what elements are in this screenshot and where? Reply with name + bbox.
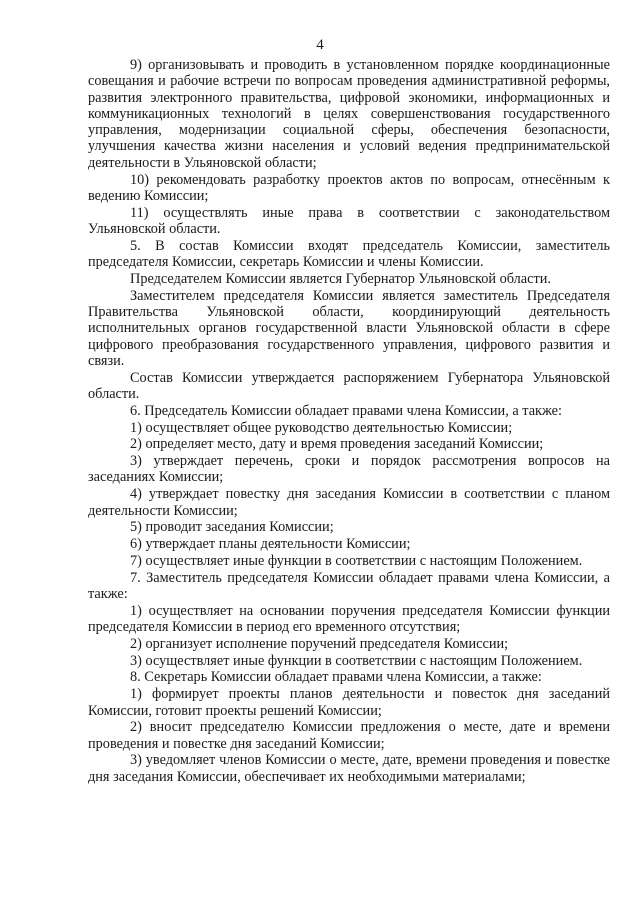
- paragraph-secretary-item-3: 3) уведомляет членов Комиссии о месте, дате, времени проведения и повестке дня заседания Комиссии, обеспечивает их необходимыми материалами;: [88, 752, 610, 785]
- paragraph-chair-item-5: 5) проводит заседания Комиссии;: [130, 519, 334, 536]
- paragraph-deputy-item-3: 3) осуществляет иные функции в соответствии с настоящим Положением.: [130, 652, 583, 669]
- paragraph-section-6: 6. Председатель Комиссии обладает правами члена Комиссии, а также:: [130, 402, 562, 419]
- paragraph-chair-item-6: 6) утверждает планы деятельности Комиссии;: [130, 536, 411, 553]
- paragraph-section-7: 7. Заместитель председателя Комиссии обладает правами члена Комиссии, а также:: [88, 569, 610, 602]
- paragraph-item-9: 9) организовывать и проводить в установленном порядке координационные совещания и рабочие встречи по вопросам проведения административной реформы, развития электронного правительства, цифровой экономики, информационных и коммуникационных технологий в целях совершенствования государственного управления, модернизации социальной сферы, обеспечения безопасности, улучшения качества жизни населения и условий ведения предпринимательской деятельности в Ульяновской области;: [88, 57, 610, 171]
- paragraph-chair-item-7: 7) осуществляет иные функции в соответствии с настоящим Положением.: [130, 552, 583, 569]
- document-body: [88, 57, 610, 786]
- paragraph-secretary-item-2: 2) вносит председателю Комиссии предложения о месте, дате и времени проведения и повестке дня заседаний Комиссии;: [88, 719, 610, 752]
- paragraph-deputy-item-1: 1) осуществляет на основании поручения председателя Комиссии функции председателя Комиссии в период его временного отсутствия;: [88, 602, 610, 636]
- paragraph-chair-item-1: 1) осуществляет общее руководство деятельностью Комиссии;: [130, 419, 513, 436]
- paragraph-deputy-item-2: 2) организует исполнение поручений председателя Комиссии;: [130, 635, 509, 652]
- paragraph-composition: Состав Комиссии утверждается распоряжением Губернатора Ульяновской области.: [88, 369, 610, 402]
- paragraph-section-8: 8. Секретарь Комиссии обладает правами члена Комиссии, а также:: [130, 669, 542, 686]
- paragraph-item-11: 11) осуществлять иные права в соответствии с законодательством Ульяновской области.: [88, 204, 610, 237]
- paragraph-secretary-item-1: 1) формирует проекты планов деятельности и повесток дня заседаний Комиссии, готовит проекты решений Комиссии;: [88, 686, 610, 719]
- paragraph-item-10: 10) рекомендовать разработку проектов актов по вопросам, отнесённым к ведению Комиссии;: [88, 171, 610, 204]
- page-number: 4: [316, 37, 324, 53]
- paragraph-chair-item-3: 3) утверждает перечень, сроки и порядок рассмотрения вопросов на заседаниях Комиссии;: [88, 453, 610, 486]
- paragraph-chair-item-4: 4) утверждает повестку дня заседания Комиссии в соответствии с планом деятельности Комиссии;: [88, 486, 610, 519]
- paragraph-section-5: 5. В состав Комиссии входят председатель Комиссии, заместитель председателя Комиссии, секретарь Комиссии и члены Комиссии.: [88, 237, 610, 271]
- paragraph-chair-item-2: 2) определяет место, дату и время проведения заседаний Комиссии;: [130, 436, 544, 453]
- paragraph-deputy-chairman: Заместителем председателя Комиссии является заместитель Председателя Правительства Ульяновской области, координирующий деятельность исполнительных органов государственной власти Ульяновской области в сфере цифрового преобразования государственного управления, цифрового развития и связи.: [88, 287, 610, 369]
- paragraph-chairman: Председателем Комиссии является Губернатор Ульяновской области.: [130, 270, 551, 287]
